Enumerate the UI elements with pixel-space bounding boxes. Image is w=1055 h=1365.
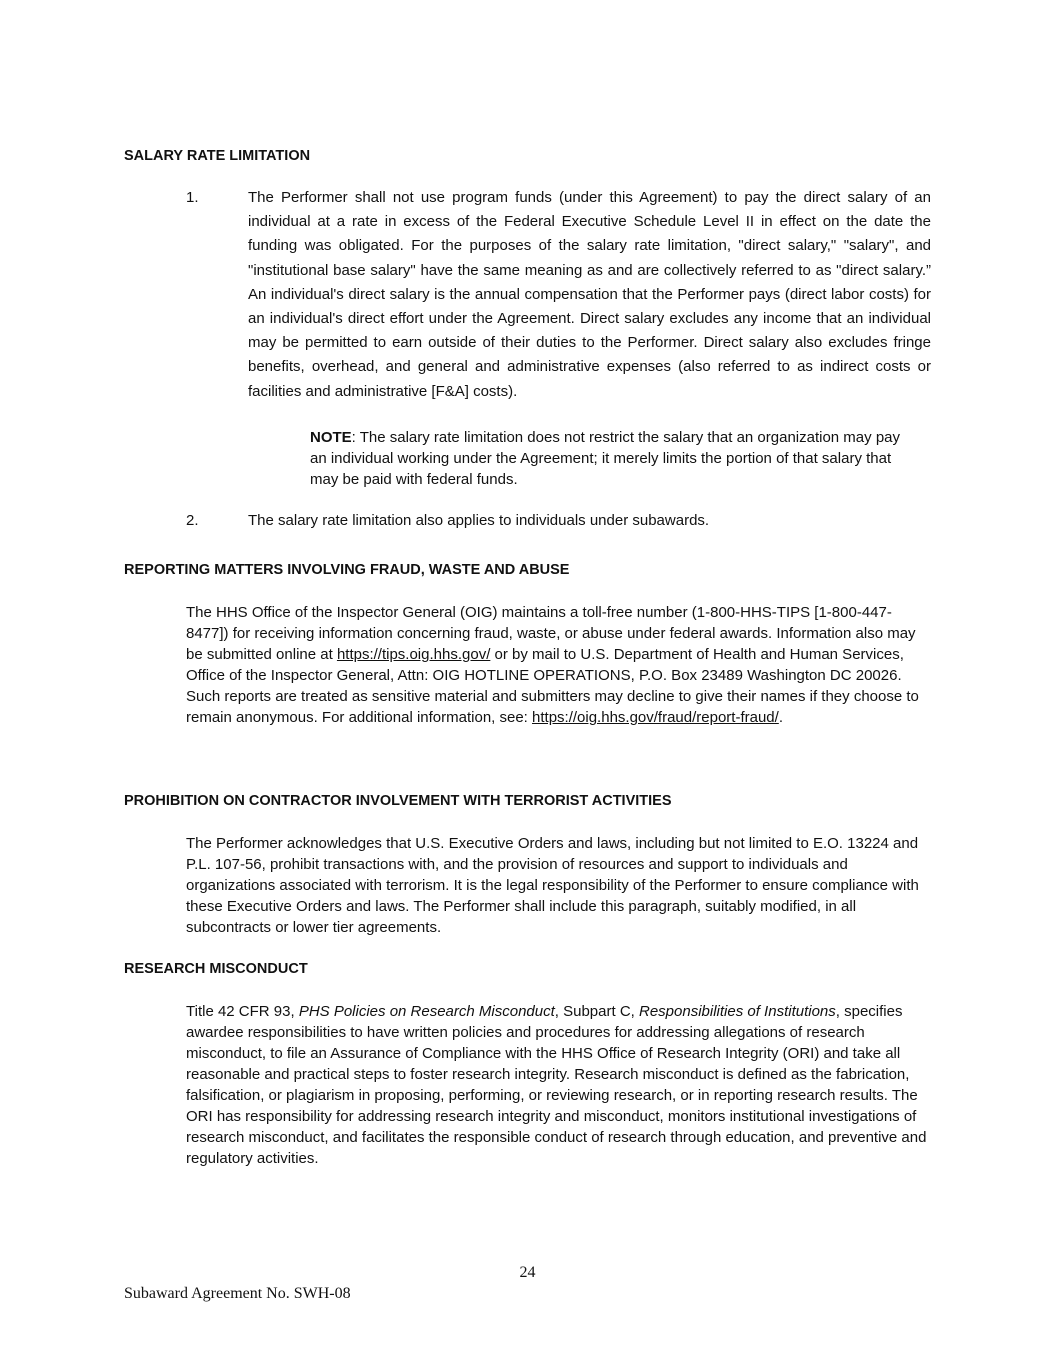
- misconduct-italic-title: PHS Policies on Research Misconduct: [298, 1003, 555, 1020]
- fraud-text-a: The HHS Office of the Inspector General (OIG) maintains a toll-free number (1-800-HHS-TIPS [1-800-447-8477]) for receiving information concerning fraud, waste, or abuse under federal awards. Information also may be submitted online at: [186, 604, 916, 663]
- tips-link[interactable]: https://tips.oig.hhs.gov/: [336, 646, 491, 663]
- note-text: : The salary rate limitation does not restrict the salary that an organization may pay an individual working under the Agreement; it merely limits the portion of that salary that may be paid with federal funds.: [310, 429, 900, 488]
- fraud-text-b: or by mail to U.S. Department of Health and Human Services, Office of the Inspector General, Attn: OIG HOTLINE OPERATIONS, P.O. Box 23489 Washington DC 20026. Such reports are treated as sensitive material and submitters may decline to give their names if they choose to remain anonymous. For additional information, see:: [186, 646, 919, 726]
- fraud-text-c: .: [778, 709, 783, 726]
- report-fraud-link[interactable]: https://oig.hhs.gov/fraud/report-fraud/: [532, 709, 779, 726]
- misconduct-paragraph: [186, 1001, 931, 1169]
- list-number: 1.: [186, 189, 199, 206]
- terrorist-paragraph: The Performer acknowledges that U.S. Executive Orders and laws, including but not limited to E.O. 13224 and P.L. 107-56, prohibit transactions with, and the provision of resources and support to individuals and organizations associated with terrorism. It is the legal responsibility of the Performer to ensure compliance with these Executive Orders and laws. The Performer shall include this paragraph, suitably modified, in all subcontracts or lower tier agreements.: [186, 835, 919, 936]
- footer-agreement-label: Subaward Agreement No. SWH-08: [124, 1285, 351, 1302]
- salary-item-1-text: The Performer shall not use program funds (under this Agreement) to pay the direct salary of an individual at a rate in excess of the Federal Executive Schedule Level II in effect on the date the funding was obligated. For the purposes of the salary rate limitation, "direct salary," "salary", and "institutional base salary" have the same meaning as and are collectively referred to as "direct salary.” An individual's direct salary is the annual compensation that the Performer pays (direct labor costs) for an individual's direct effort under the Agreement. Direct salary excludes any income that an individual may be permitted to earn outside of their duties to the Performer. Direct salary also excludes fringe benefits, overhead, and general and administrative expenses (also referred to as indirect costs or facilities and administrative [F&A] costs).: [248, 189, 931, 400]
- fraud-paragraph: [186, 602, 931, 728]
- section-heading-misconduct: RESEARCH MISCONDUCT: [124, 961, 308, 977]
- section-heading-terrorist: PROHIBITION ON CONTRACTOR INVOLVEMENT WITH TERRORIST ACTIVITIES: [124, 793, 672, 809]
- misconduct-italic-subpart: Responsibilities of Institutions: [639, 1003, 836, 1020]
- misconduct-text-c: , specifies awardee responsibilities to have written policies and procedures for addressing allegations of research misconduct, to file an Assurance of Compliance with the HHS Office of Research Integrity (ORI) and take all reasonable and practical steps to foster research integrity. Research misconduct is defined as the fabrication, falsification, or plagiarism in proposing, performing, or reviewing research, or in reporting research results. The ORI has responsibility for addressing research integrity and misconduct, monitors institutional investigations of research misconduct, and facilitates the responsible conduct of research through education, and preventive and regulatory activities.: [186, 1003, 927, 1167]
- misconduct-text-b: , Subpart C,: [554, 1003, 639, 1020]
- list-number: 2.: [186, 512, 199, 529]
- section-heading-salary: SALARY RATE LIMITATION: [124, 148, 311, 164]
- note-label: NOTE: [310, 429, 352, 446]
- section-heading-fraud: REPORTING MATTERS INVOLVING FRAUD, WASTE AND ABUSE: [124, 562, 570, 578]
- misconduct-text-a: Title 42 CFR 93,: [186, 1003, 299, 1020]
- salary-note: [310, 427, 910, 490]
- salary-item-2-text: The salary rate limitation also applies to individuals under subawards.: [248, 512, 710, 529]
- page-number: 24: [519, 1264, 536, 1281]
